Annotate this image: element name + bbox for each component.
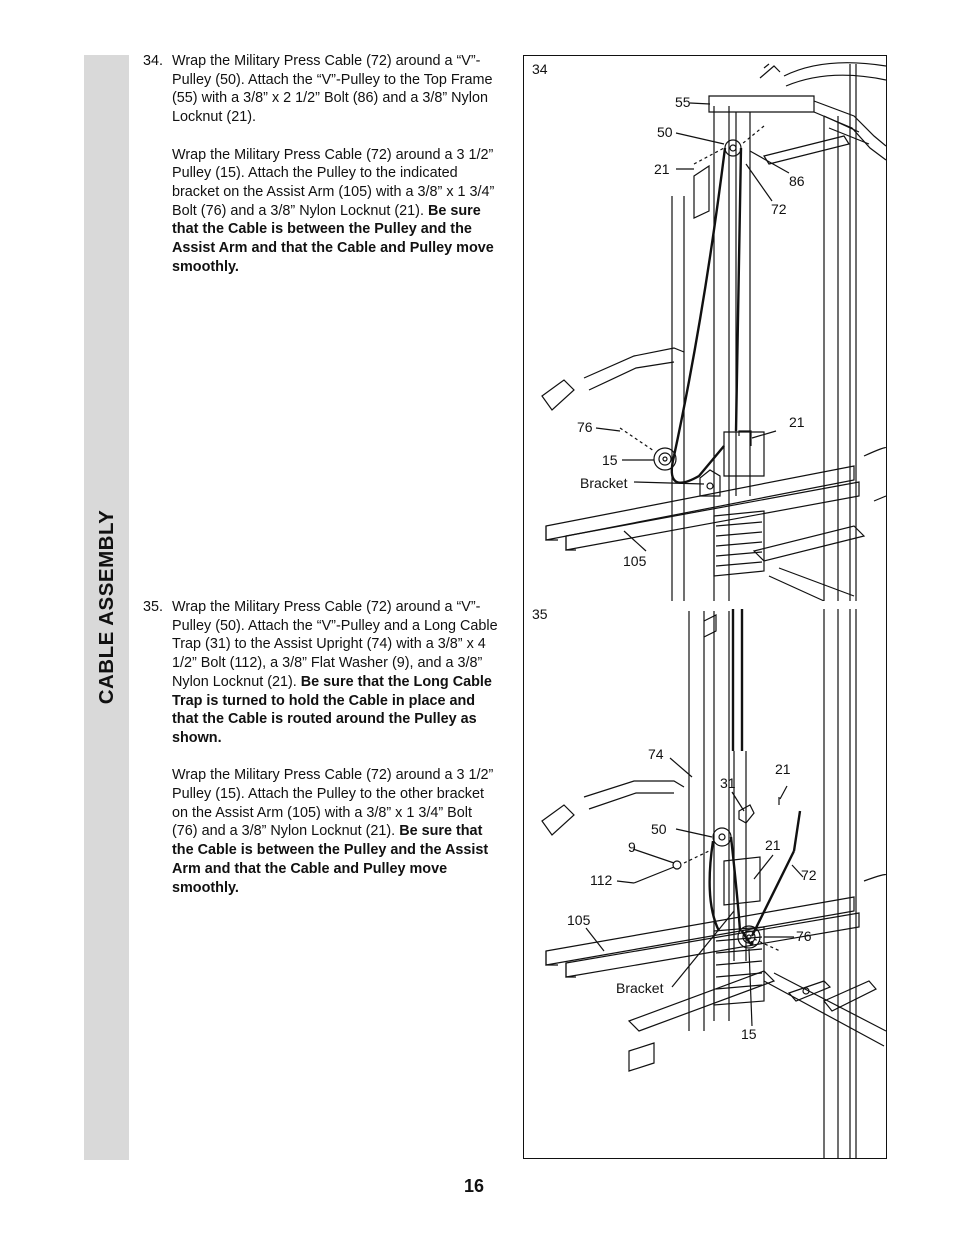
figure-number: 35	[532, 606, 548, 622]
step-35	[143, 598, 498, 897]
step-paragraph: Wrap the Military Press Cable (72) around a “V”-Pulley (50). Attach the “V”-Pulley to the Top Frame (55) with a 3/8” x 2 1/2” Bolt (86) and a 3/8” Nylon Locknut (21).	[172, 53, 493, 126]
step-body	[172, 52, 498, 276]
callout-label: 50	[651, 821, 667, 837]
figure-35-drawing	[524, 601, 886, 1158]
callout-label: 72	[801, 867, 817, 883]
paragraph-text: Wrap the Military Press Cable (72) around a 3 1/2” Pulley (15). Attach the Pulley to the indicated bracket on the Assist Arm (105) with a 3/8” x 1 3/4” Bolt (76) and a 3/8” Nylon Locknut (21).	[172, 146, 495, 219]
callout-label: Bracket	[580, 475, 628, 491]
callout-label: 76	[796, 928, 812, 944]
callout-label: 21	[765, 837, 781, 853]
callout-label: 50	[657, 124, 673, 140]
callout-label: 86	[789, 173, 805, 189]
callout-label: 112	[590, 872, 613, 888]
figure-34-drawing	[524, 56, 886, 602]
callout-label: 31	[720, 775, 736, 791]
callout-label: 55	[675, 94, 691, 110]
step-paragraph	[172, 766, 498, 897]
paragraph-text: Wrap the Military Press Cable (72) around a “V”-Pulley (50). Attach the “V”-Pulley and a Long Cable Trap (31) to the Assist Upright (74) with a 3/8” x 4 1/2” Bolt (112), a 3/8” Flat Washer (9), and a 3/8” Nylon Locknut (21).	[172, 599, 498, 690]
paragraph-text: Wrap the Military Press Cable (72) around a 3 1/2” Pulley (15). Attach the Pulley to the other bracket on the Assist Arm (105) with a 3/8” x 1 3/4” Bolt (76) and a 3/8” Nylon Locknut (21).	[172, 767, 494, 840]
callout-label: 76	[577, 419, 593, 435]
step-paragraph	[172, 146, 498, 277]
figure-34	[523, 55, 887, 603]
caution-text: Be sure that the Long Cable Trap is turned to hold the Cable in place and that the Cable is routed around the Pulley as shown.	[172, 673, 492, 746]
caution-text: Be sure that the Cable is between the Pulley and the Assist Arm and that the Cable and Pulley move smoothly.	[172, 823, 489, 896]
callout-label: 21	[789, 414, 805, 430]
callout-label: 21	[654, 161, 670, 177]
callout-label: 9	[628, 839, 636, 855]
step-number: 35.	[143, 599, 164, 615]
step-paragraph	[172, 598, 498, 748]
callout-label: 105	[623, 553, 647, 569]
step-number: 34.	[143, 53, 164, 69]
section-title: CABLE ASSEMBLY	[95, 509, 118, 705]
callout-label: 105	[567, 912, 591, 928]
page-number: 16	[464, 1176, 485, 1196]
callout-label: 74	[648, 746, 664, 762]
step-34	[143, 52, 498, 276]
callout-label: 72	[771, 201, 787, 217]
callout-label: 15	[741, 1026, 757, 1042]
step-body	[172, 598, 498, 897]
figure-35	[523, 601, 887, 1159]
callout-label: 15	[602, 452, 618, 468]
callout-label: Bracket	[616, 980, 664, 996]
caution-text: Be sure that the Cable is between the Pulley and the Assist Arm and that the Cable and Pulley move smoothly.	[172, 202, 494, 275]
figure-number: 34	[532, 61, 548, 77]
callout-label: 21	[775, 761, 791, 777]
